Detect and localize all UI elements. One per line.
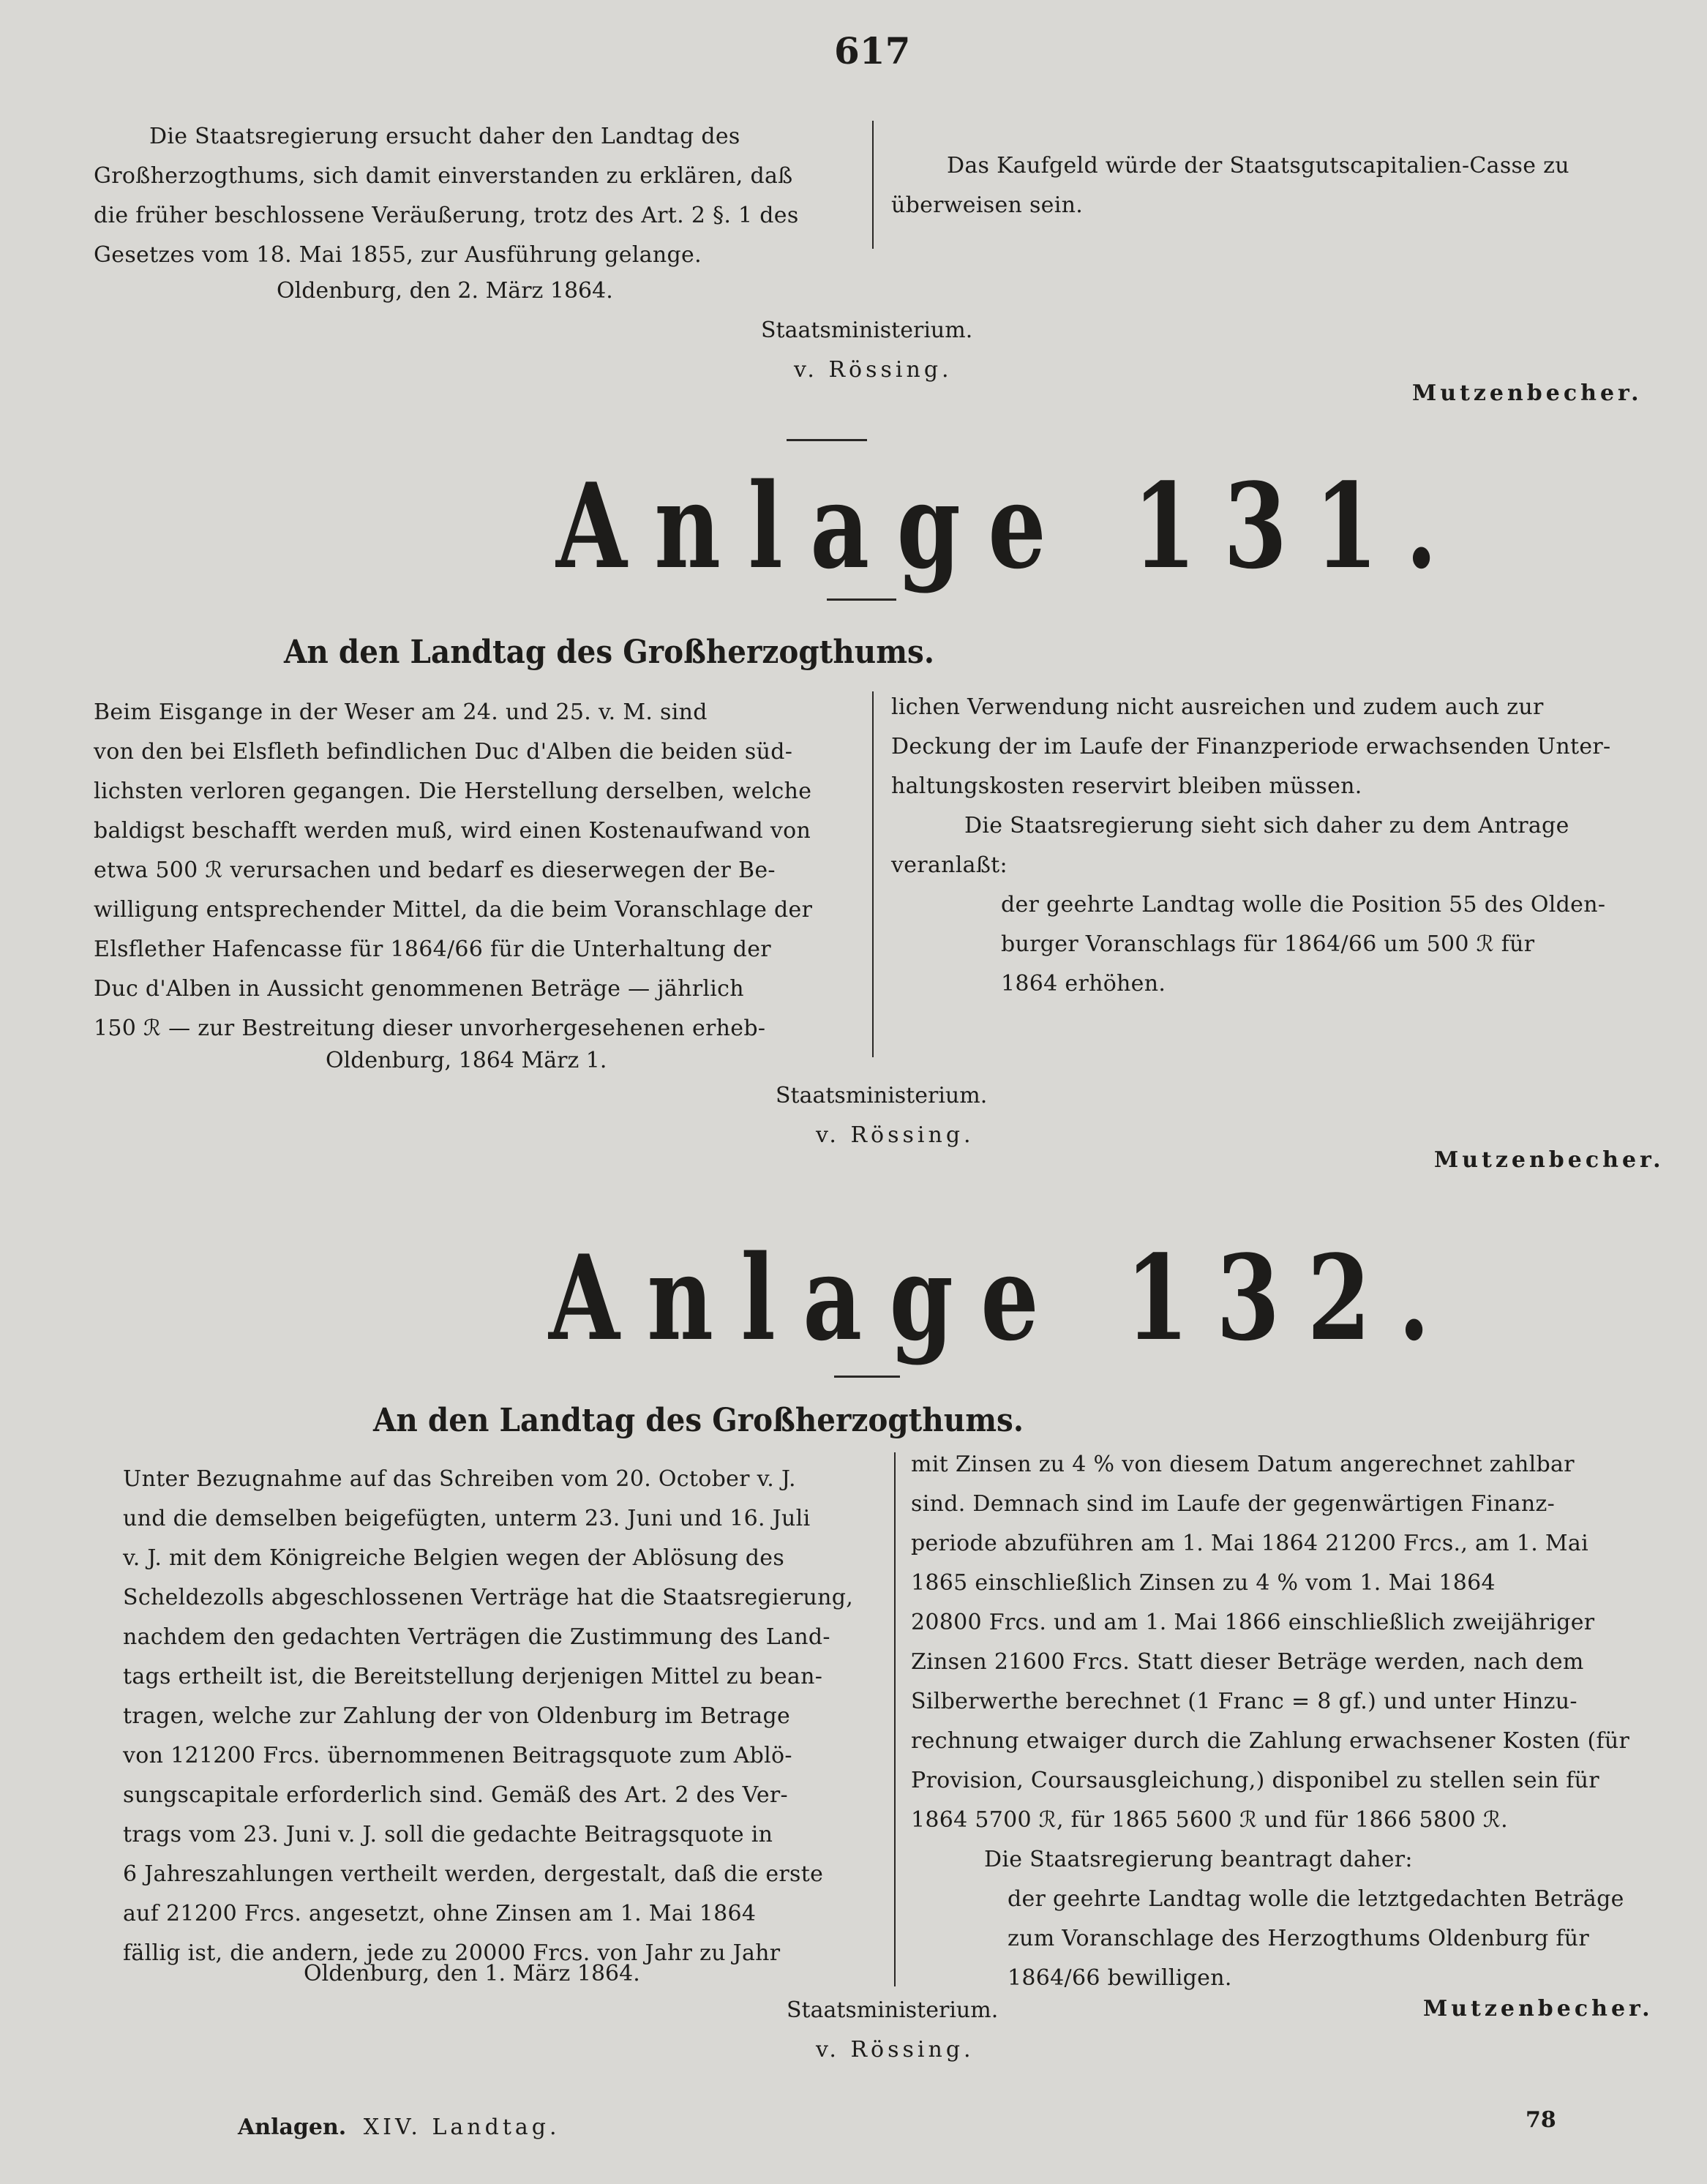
title-underline	[827, 598, 896, 601]
body-line: nachdem den gedachten Verträgen die Zustimmung des Land-	[123, 1624, 830, 1650]
anlage-131-signer-2: Mutzenbecher.	[1434, 1147, 1665, 1173]
body-line: fällig ist, die andern, jede zu 20000 Frcs. von Jahr zu Jahr	[123, 1940, 781, 1966]
top-left-line: Die Staatsregierung ersucht daher den Landtag des	[149, 124, 740, 149]
motion-line: 1864 erhöhen.	[1001, 971, 1166, 997]
top-ministry: Staatsministerium.	[761, 318, 973, 343]
footer-landtag: XIV. Landtag.	[363, 2114, 560, 2140]
top-left-line: Gesetzes vom 18. Mai 1855, zur Ausführung gelange.	[94, 242, 702, 268]
anlage-131-heading: An den Landtag des Großherzogthums.	[284, 634, 934, 671]
body-line: Elsflether Hafencasse für 1864/66 für die Unterhaltung der	[94, 937, 771, 962]
body-line: willigung entsprechender Mittel, da die beim Voranschlage der	[94, 897, 813, 923]
body-line: Silberwerthe berechnet (1 Franc = 8 gf.) und unter Hinzu-	[911, 1689, 1577, 1714]
body-line: trags vom 23. Juni v. J. soll die gedachte Beitragsquote in	[123, 1822, 773, 1847]
body-line: 6 Jahreszahlungen vertheilt werden, dergestalt, daß die erste	[123, 1861, 824, 1887]
body-line: mit Zinsen zu 4 % von diesem Datum angerechnet zahlbar	[911, 1452, 1575, 1477]
anlage-132-left-column	[123, 1455, 855, 1973]
body-line: Zinsen 21600 Frcs. Statt dieser Beträge werden, nach dem	[911, 1649, 1584, 1675]
motion-line: der geehrte Landtag wolle die Position 55 des Olden-	[1001, 892, 1606, 917]
footer-anlagen: Anlagen.	[238, 2114, 347, 2140]
body-line: Duc d'Alben in Aussicht genommenen Beträge — jährlich	[94, 976, 744, 1002]
top-signer-2: Mutzenbecher.	[1412, 380, 1643, 406]
top-right-line: Das Kaufgeld würde der Staatsgutscapitalien-Casse zu	[947, 153, 1569, 179]
page-number: 617	[834, 29, 911, 72]
anlage-132-right-column	[911, 1445, 1665, 1998]
top-left-line: Großherzogthums, sich damit einverstanden zu erklären, daß	[94, 163, 793, 189]
top-left-column	[94, 117, 851, 275]
body-line: etwa 500 ℛ verursachen und bedarf es dieserwegen der Be-	[94, 858, 776, 883]
body-line: 150 ℛ — zur Bestreitung dieser unvorhergesehenen erheb-	[94, 1016, 766, 1041]
body-line: veranlaßt:	[891, 852, 1008, 878]
body-line: rechnung etwaiger durch die Zahlung erwachsener Kosten (für	[911, 1728, 1630, 1754]
motion-line: der geehrte Landtag wolle die letztgedachten Beträge	[1008, 1886, 1624, 1912]
top-signer-1: v. Rössing.	[794, 357, 953, 383]
anlage-132-title: Anlage 132.	[549, 1229, 1457, 1367]
anlage-131-title: Anlage 131.	[556, 457, 1465, 595]
title-underline	[834, 1376, 900, 1378]
anlage-132-ministry: Staatsministerium.	[787, 1997, 999, 2023]
anlage-131-left-column	[94, 688, 855, 1048]
body-line: tags ertheilt ist, die Bereitstellung derjenigen Mittel zu bean-	[123, 1664, 823, 1689]
top-left-line: die früher beschlossene Veräußerung, trotz des Art. 2 §. 1 des	[94, 203, 799, 228]
anlage-132-signer-1: v. Rössing.	[816, 2037, 975, 2063]
body-line: Provision, Coursausgleichung,) disponibel zu stellen sein für	[911, 1768, 1599, 1793]
anlage-131-ministry: Staatsministerium.	[776, 1083, 988, 1108]
body-line: 1864 5700 ℛ, für 1865 5600 ℛ und für 1866 5800 ℛ.	[911, 1807, 1508, 1833]
body-line: 1865 einschließlich Zinsen zu 4 % vom 1. Mai 1864	[911, 1570, 1496, 1596]
body-line	[123, 1455, 855, 1499]
footer-page-number: 78	[1526, 2107, 1556, 2133]
anlage-132-signer-2: Mutzenbecher.	[1423, 1996, 1654, 2022]
motion-line: burger Voranschlags für 1864/66 um 500 ℛ für	[1001, 931, 1535, 957]
section-separator	[787, 439, 867, 441]
motion-line: 1864/66 bewilligen.	[1008, 1965, 1232, 1991]
body-line: haltungskosten reservirt bleiben müssen.	[891, 773, 1362, 799]
body-line: 20800 Frcs. und am 1. Mai 1866 einschließlich zweijähriger	[911, 1610, 1595, 1635]
anlage-131-date: Oldenburg, 1864 März 1.	[326, 1048, 607, 1073]
body-line: lichsten verloren gegangen. Die Herstellung derselben, welche	[94, 778, 812, 804]
body-line: auf 21200 Frcs. angesetzt, ohne Zinsen am 1. Mai 1864	[123, 1901, 757, 1926]
top-right-line: überweisen sein.	[891, 192, 1084, 218]
body-line: baldigst beschafft werden muß, wird einen Kostenaufwand von	[94, 818, 811, 844]
body-line: periode abzuführen am 1. Mai 1864 21200 Frcs., am 1. Mai	[911, 1531, 1588, 1556]
body-line: lichen Verwendung nicht ausreichen und zudem auch zur	[891, 694, 1544, 720]
column-divider	[872, 121, 874, 249]
body-text: Beim Eisgange in der Weser am 24. und 25. v. M. sind	[94, 699, 708, 725]
top-date: Oldenburg, den 2. März 1864.	[277, 278, 613, 304]
column-divider	[872, 691, 874, 1057]
body-line: Scheldezolls abgeschlossenen Verträge hat die Staatsregierung,	[123, 1585, 854, 1610]
body-line	[94, 688, 855, 732]
column-divider	[894, 1452, 896, 1986]
anlage-132-date: Oldenburg, den 1. März 1864.	[304, 1961, 640, 1986]
body-line: Deckung der im Laufe der Finanzperiode erwachsenden Unter-	[891, 734, 1611, 759]
motion-line: zum Voranschlage des Herzogthums Oldenburg für	[1008, 1926, 1590, 1951]
body-line: v. J. mit dem Königreiche Belgien wegen der Ablösung des	[123, 1545, 785, 1571]
anlage-131-signer-1: v. Rössing.	[816, 1122, 975, 1148]
body-line: sungscapitale erforderlich sind. Gemäß des Art. 2 des Ver-	[123, 1782, 788, 1808]
body-line: von den bei Elsfleth befindlichen Duc d'Alben die beiden süd-	[94, 739, 793, 765]
footer-left	[238, 2114, 560, 2140]
anlage-131-right-column	[891, 688, 1659, 1004]
body-line: Die Staatsregierung sieht sich daher zu dem Antrage	[964, 813, 1569, 838]
body-line: Die Staatsregierung beantragt daher:	[984, 1847, 1413, 1872]
body-line: von 121200 Frcs. übernommenen Beitragsquote zum Ablö-	[123, 1743, 792, 1768]
body-text: Unter Bezugnahme auf das Schreiben vom 20. October v. J.	[123, 1466, 796, 1492]
body-line: sind. Demnach sind im Laufe der gegenwärtigen Finanz-	[911, 1491, 1556, 1517]
top-right-column	[891, 146, 1659, 225]
body-line: und die demselben beigefügten, unterm 23. Juni und 16. Juli	[123, 1506, 811, 1531]
anlage-132-heading: An den Landtag des Großherzogthums.	[373, 1402, 1024, 1439]
body-line: tragen, welche zur Zahlung der von Oldenburg im Betrage	[123, 1703, 791, 1729]
